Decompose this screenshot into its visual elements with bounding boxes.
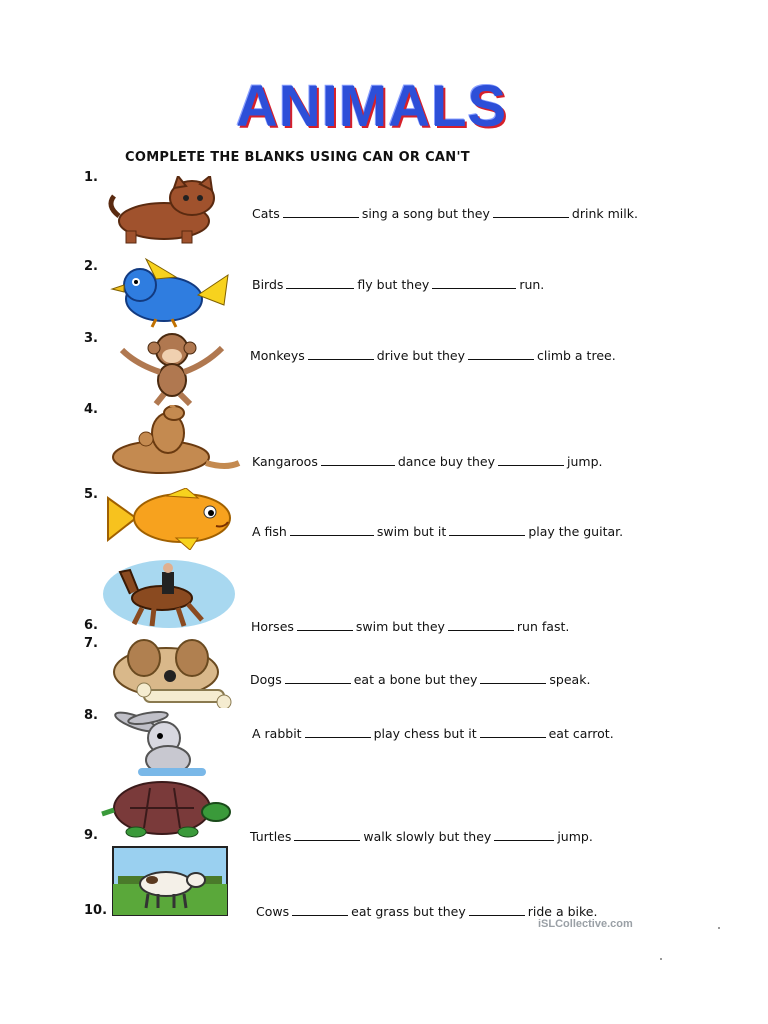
item-number: 10.: [84, 903, 108, 918]
answer-blank[interactable]: [283, 205, 359, 218]
answer-blank[interactable]: [468, 347, 534, 360]
fish-illustration: [106, 488, 236, 550]
rabbit-illustration: [108, 708, 212, 778]
answer-blank[interactable]: [285, 671, 351, 684]
answer-blank[interactable]: [305, 725, 371, 738]
item-number: 4.: [84, 402, 98, 417]
answer-blank[interactable]: [449, 523, 525, 536]
item-number: 9.: [84, 828, 98, 843]
speck: [660, 958, 662, 960]
answer-blank[interactable]: [286, 276, 354, 289]
item-number: 2.: [84, 259, 98, 274]
item-number: 8.: [84, 708, 98, 723]
turtle-illustration: [100, 778, 232, 838]
instructions: COMPLETE THE BLANKS USING CAN OR CAN'T: [125, 150, 470, 165]
answer-blank[interactable]: [292, 903, 348, 916]
item-number: 3.: [84, 331, 98, 346]
watermark: iSLCollective.com: [538, 918, 633, 930]
sentence-7: Dogs eat a bone but they speak.: [250, 672, 591, 687]
answer-blank[interactable]: [321, 453, 395, 466]
sentence-4: Kangaroos dance buy they jump.: [252, 454, 603, 469]
sentence-5: A fish swim but it play the guitar.: [252, 524, 624, 539]
sentence-1: Cats sing a song but they drink milk.: [252, 206, 638, 221]
answer-blank[interactable]: [494, 828, 554, 841]
answer-blank[interactable]: [290, 523, 374, 536]
sentence-8: A rabbit play chess but it eat carrot.: [252, 726, 614, 741]
answer-blank[interactable]: [480, 725, 546, 738]
sentence-6: Horses swim but they run fast.: [251, 619, 570, 634]
kangaroo-illustration: [106, 405, 241, 477]
sentence-3: Monkeys drive but they climb a tree.: [250, 348, 616, 363]
item-number: 1.: [84, 170, 98, 185]
item-number: 6.: [84, 618, 98, 633]
cat-illustration: [104, 176, 234, 246]
answer-blank[interactable]: [448, 618, 514, 631]
item-number: 5.: [84, 487, 98, 502]
speck: [718, 927, 720, 929]
horse-illustration: [102, 558, 236, 630]
answer-blank[interactable]: [493, 205, 569, 218]
bird-illustration: [106, 257, 231, 329]
worksheet-title: ANIMALS: [236, 74, 508, 139]
item-number: 7.: [84, 636, 98, 651]
answer-blank[interactable]: [308, 347, 374, 360]
answer-blank[interactable]: [480, 671, 546, 684]
answer-blank[interactable]: [432, 276, 516, 289]
cow-illustration: [112, 846, 228, 916]
answer-blank[interactable]: [297, 618, 353, 631]
dog-illustration: [104, 636, 234, 708]
sentence-2: Birds fly but they run.: [252, 277, 545, 292]
answer-blank[interactable]: [469, 903, 525, 916]
sentence-10: Cows eat grass but they ride a bike.: [256, 904, 598, 919]
monkey-illustration: [116, 330, 231, 406]
sentence-9: Turtles walk slowly but they jump.: [250, 829, 593, 844]
answer-blank[interactable]: [294, 828, 360, 841]
answer-blank[interactable]: [498, 453, 564, 466]
